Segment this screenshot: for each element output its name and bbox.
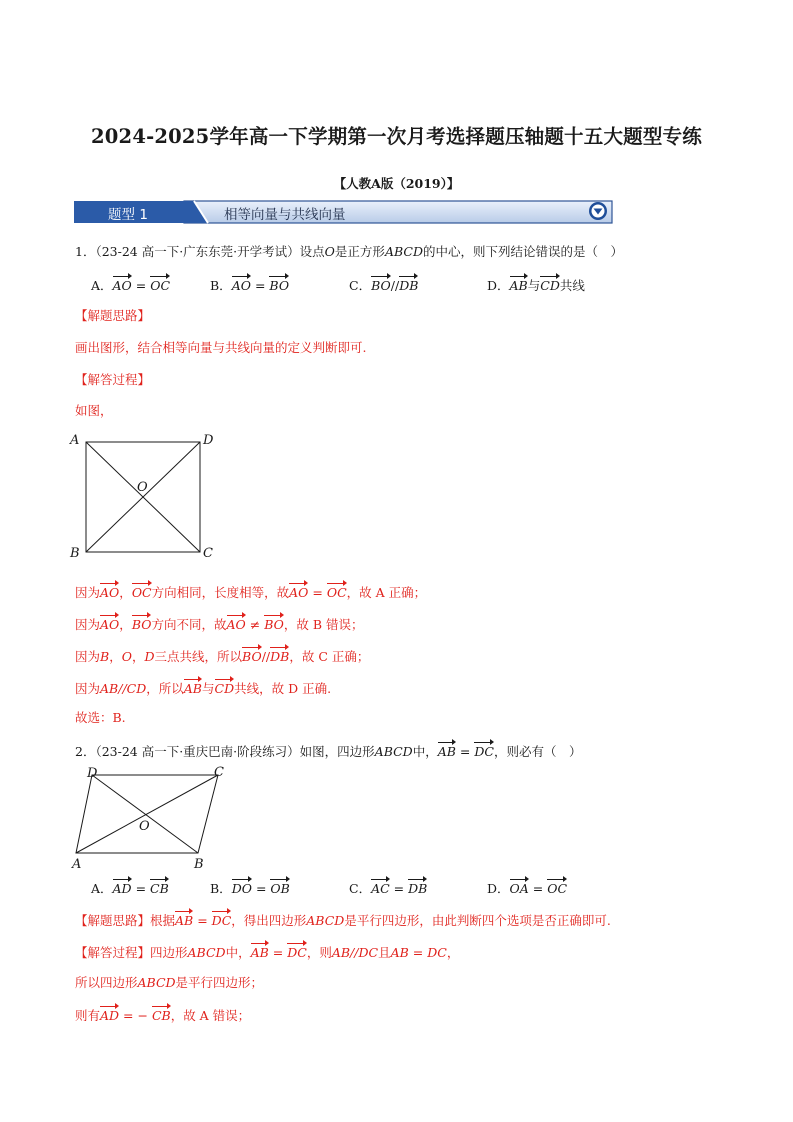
q1-process-heading: 【解答过程】 (75, 372, 151, 387)
q1-step-2: 因为AO，BO方向不同，故AO ≠ BO，故 B 错误； (75, 617, 364, 632)
page-title: 2024-2025学年高一下学期第一次月考选择题压轴题十五大题型专练 (91, 125, 702, 148)
q1-step-1: 因为AO，OC方向相同，长度相等，故AO = OC，故 A 正确； (75, 585, 427, 600)
fig2-label-c: C (214, 765, 224, 780)
fig2-label-b: B (194, 857, 204, 872)
q2-process-line-3: 则有AD = − CB，故 A 错误； (75, 1008, 251, 1023)
chevron-down-circle-icon[interactable] (588, 201, 608, 221)
q2-option-b[interactable]: B．DO = OB (210, 881, 290, 896)
q1-option-b[interactable]: B．AO = BO (210, 278, 290, 293)
parallelogram-figure (68, 762, 228, 872)
q1-option-a[interactable]: A．AO = OC (91, 278, 171, 293)
q2-idea: 【解题思路】根据AB = DC，得出四边形ABCD是平行四边形，由此判断四个选项是否正确即可. (75, 913, 611, 928)
fig1-label-b: B (70, 546, 80, 561)
q1-option-d[interactable]: D．AB与CD共线 (487, 278, 585, 293)
q2-process-line-2: 所以四边形ABCD是平行四边形； (75, 975, 264, 990)
fig1-label-d: D (203, 433, 214, 448)
fig1-label-o: O (137, 480, 148, 495)
q1-step-4: 因为AB//CD，所以AB与CD共线，故 D 正确. (75, 681, 332, 696)
q2-stem: 2．（23-24 高一下·重庆巴南·阶段练习）如图，四边形ABCD中，AB = DC，则必有（ ） (75, 744, 582, 759)
q1-answer: 故选：B. (75, 710, 126, 725)
q1-process-intro: 如图， (75, 403, 113, 418)
q2-option-d[interactable]: D．OA = OC (487, 881, 568, 896)
page-subtitle: 【人教A版（2019）】 (333, 176, 460, 191)
fig1-label-c: C (203, 546, 213, 561)
fig2-label-o: O (139, 819, 150, 834)
q2-option-c[interactable]: C．AC = DB (349, 881, 428, 896)
fig2-label-d: D (87, 766, 98, 781)
fig2-label-a: A (72, 857, 82, 872)
q1-idea-heading: 【解题思路】 (75, 308, 151, 323)
banner-title: 相等向量与共线向量 (224, 207, 346, 223)
fig1-label-a: A (70, 433, 80, 448)
q2-option-a[interactable]: A．AD = CB (91, 881, 169, 896)
q1-option-c[interactable]: C．BO//DB (349, 278, 419, 293)
q1-step-3: 因为B，O，D三点共线，所以BO//DB，故 C 正确； (75, 649, 370, 664)
banner-label: 题型 1 (108, 207, 148, 223)
q2-process: 【解答过程】四边形ABCD中，AB = DC，则AB//DC且AB = DC， (75, 945, 460, 960)
square-figure (66, 430, 220, 564)
q1-idea-text: 画出图形，结合相等向量与共线向量的定义判断即可. (75, 340, 367, 355)
q1-stem: 1．（23-24 高一下·广东东莞·开学考试）设点O是正方形ABCD的中心，则下列结论错误的是（ ） (75, 244, 623, 259)
